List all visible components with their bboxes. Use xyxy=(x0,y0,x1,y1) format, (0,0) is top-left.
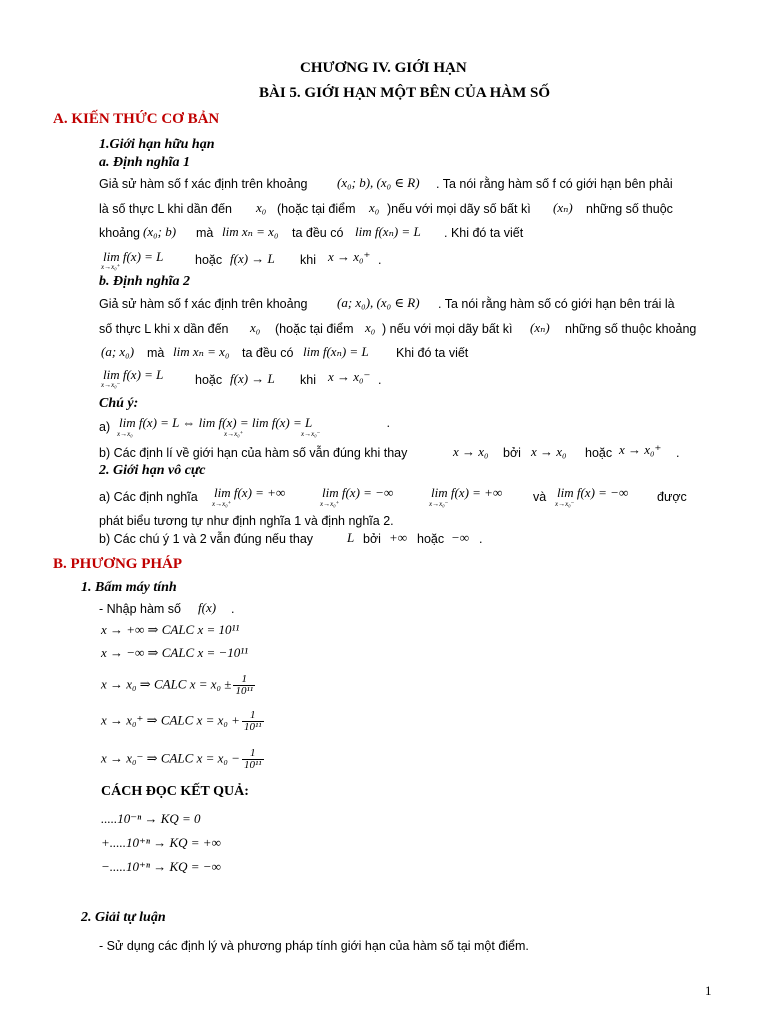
read-result-minus-inf: −.....10⁺ⁿ → KQ = −∞ xyxy=(101,859,221,874)
def1-math: f(x) → L xyxy=(230,251,275,266)
def1-math: (xₙ) xyxy=(553,200,573,215)
note-a-label: a) xyxy=(99,420,111,434)
inf-b-math: L xyxy=(347,530,355,545)
def2-math: x → x₀⁻ xyxy=(328,369,371,384)
inf-a-sub: x→x₀⁻ xyxy=(555,500,575,508)
def2-text: . xyxy=(378,373,382,387)
read-result-zero: .....10⁻ⁿ → KQ = 0 xyxy=(101,811,201,826)
calc-x0-minus: x → x₀⁻ ⇒ CALC x = x₀ − xyxy=(101,750,240,766)
def2-text: hoặc xyxy=(195,373,223,387)
fraction-denominator: 10¹¹ xyxy=(243,759,262,771)
inf-b-math: +∞ xyxy=(389,530,408,545)
def1-math: x₀ xyxy=(369,200,380,215)
chapter-title: CHƯƠNG IV. GIỚI HẠN xyxy=(300,60,467,76)
note-b-math: x → x₀⁺ xyxy=(619,442,662,457)
method-2-text: - Sử dụng các định lý và phương pháp tính giới hạn của hàm số tại một điểm. xyxy=(99,939,529,953)
fraction-numerator: 1 xyxy=(242,710,264,722)
note-a-sub: x→x₀ xyxy=(117,430,133,438)
section-b-heading: B. PHƯƠNG PHÁP xyxy=(53,556,183,572)
inf-a-math: lim f(x) = +∞ xyxy=(214,485,286,500)
def1-math: lim xₙ = x₀ xyxy=(222,224,279,239)
def1-text: hoặc xyxy=(195,253,223,267)
m1-input-text: - Nhập hàm số xyxy=(99,602,181,616)
def2-math: x₀ xyxy=(365,320,376,335)
inf-b-math: −∞ xyxy=(451,530,470,545)
inf-a-math: lim f(x) = +∞ xyxy=(431,485,503,500)
def1-text: (hoặc tại điểm xyxy=(277,202,356,216)
inf-a-text: và xyxy=(533,490,547,504)
calc-x0-minus-row xyxy=(101,748,266,771)
def1-math: x → x₀⁺ xyxy=(328,249,371,264)
def1-text: Giả sử hàm số f xác định trên khoảng xyxy=(99,177,308,191)
calc-x0: x → x₀ ⇒ CALC x = x₀ ± xyxy=(101,676,232,692)
def1-text: . Khi đó ta viết xyxy=(444,226,524,240)
def1-math: lim f(xₙ) = L xyxy=(355,224,421,239)
def2-math: x→x₀⁻ xyxy=(101,381,121,389)
fraction-denominator: 10¹¹ xyxy=(235,685,254,697)
def1-text: . xyxy=(378,253,382,267)
note-b-text: bởi xyxy=(503,446,521,460)
lesson-title: BÀI 5. GIỚI HẠN MỘT BÊN CỦA HÀM SỐ xyxy=(259,85,551,101)
calc-minus-inf: x → −∞ ⇒ CALC x = −10¹¹ xyxy=(101,645,249,660)
fraction-numerator: 1 xyxy=(242,748,264,760)
def1-text: . Ta nói rằng hàm số f có giới hạn bên phải xyxy=(436,177,673,191)
definition-1-title: a. Định nghĩa 1 xyxy=(99,155,191,170)
inf-a-sub: x→x₀⁻ xyxy=(429,500,449,508)
note-a-math: lim f(x) = L ⇔ lim f(x) = lim f(x) = L xyxy=(119,415,313,430)
def1-math: x₀ xyxy=(256,200,267,215)
note-b-text: b) Các định lí về giới hạn của hàm số vẫn đúng khi thay xyxy=(99,446,408,460)
def2-math: (xₙ) xyxy=(530,320,550,335)
inf-a-math: lim f(x) = −∞ xyxy=(557,485,629,500)
calc-plus-inf: x → +∞ ⇒ CALC x = 10¹¹ xyxy=(101,622,240,637)
note-b-math: x → x₀ xyxy=(453,444,489,459)
fraction xyxy=(233,674,255,697)
def2-math: x₀ xyxy=(250,320,261,335)
def1-text: những số thuộc xyxy=(586,202,673,216)
def2-text: số thực L khi x dần đến xyxy=(99,322,229,336)
inf-b-text: . xyxy=(479,532,483,546)
def1-text: là số thực L khi dần đến xyxy=(99,202,232,216)
inf-b-text: hoặc xyxy=(417,532,445,546)
section-a-heading: A. KIẾN THỨC CƠ BẢN xyxy=(53,111,220,127)
def2-text: . Ta nói rằng hàm số có giới hạn bên trái là xyxy=(438,297,675,311)
def1-text: khoảng xyxy=(99,226,141,240)
method-2-title: 2. Giải tự luận xyxy=(81,910,166,925)
def2-text: (hoặc tại điểm xyxy=(275,322,354,336)
def1-math: lim f(x) = L xyxy=(103,249,164,264)
note-b-math: x → x₀ xyxy=(531,444,567,459)
fraction xyxy=(242,748,264,771)
fraction xyxy=(242,710,264,733)
subsection-infinite-limit: 2. Giới hạn vô cực xyxy=(99,463,206,478)
inf-b-text: bởi xyxy=(363,532,381,546)
def2-math: f(x) → L xyxy=(230,371,275,386)
note-a-end: . xyxy=(387,415,391,430)
def2-math: lim xₙ = x₀ xyxy=(173,344,230,359)
def2-text: ta đều có xyxy=(242,346,294,360)
note-title: Chú ý: xyxy=(99,396,139,411)
definition-2-title: b. Định nghĩa 2 xyxy=(99,274,191,289)
inf-b-text: b) Các chú ý 1 và 2 vẫn đúng nếu thay xyxy=(99,532,314,546)
note-b-text: . xyxy=(676,446,680,460)
def2-math: lim f(x) = L xyxy=(103,367,164,382)
fraction-numerator: 1 xyxy=(233,674,255,686)
page-number: 1 xyxy=(705,983,712,998)
method-1-title: 1. Bấm máy tính xyxy=(81,580,177,595)
note-b-text: hoặc xyxy=(585,446,613,460)
read-result-plus-inf: +.....10⁺ⁿ → KQ = +∞ xyxy=(101,835,221,850)
def2-text: Khi đó ta viết xyxy=(396,346,469,360)
note-a-sub: x→x₀⁺ xyxy=(224,430,244,438)
inf-a-text: được xyxy=(657,490,687,504)
def2-text: khi xyxy=(300,373,316,387)
note-a-sub: x→x₀⁻ xyxy=(301,430,321,438)
def2-text: Giả sử hàm số f xác định trên khoảng xyxy=(99,297,308,311)
fraction-denominator: 10¹¹ xyxy=(243,721,262,733)
def1-text: mà xyxy=(196,226,214,240)
calc-x0-plus-row xyxy=(101,710,266,733)
def1-math: x→x₀⁺ xyxy=(101,263,121,271)
calc-x0-row xyxy=(101,674,257,697)
inf-a-math: lim f(x) = −∞ xyxy=(322,485,394,500)
inf-a-sub: x→x₀⁺ xyxy=(320,500,340,508)
def1-math: (x₀; b) xyxy=(143,224,177,239)
def2-text: ) nếu với mọi dãy bất kì xyxy=(382,322,513,336)
def1-interval: (x₀; b), (x₀ ∈ R) xyxy=(337,175,420,190)
inf-a-text: a) Các định nghĩa xyxy=(99,490,198,504)
subsection-finite-limit: 1.Giới hạn hữu hạn xyxy=(99,137,215,152)
def1-text: ta đều có xyxy=(292,226,344,240)
m1-dot: . xyxy=(231,602,235,616)
inf-a-sub: x→x₀⁺ xyxy=(212,500,232,508)
def2-interval: (a; x₀), (x₀ ∈ R) xyxy=(337,295,420,310)
read-result-title: CÁCH ĐỌC KẾT QUẢ: xyxy=(101,784,249,799)
m1-fx: f(x) xyxy=(198,600,217,615)
def2-math: (a; x₀) xyxy=(101,344,135,359)
def2-text: những số thuộc khoảng xyxy=(565,322,697,336)
inf-a-cont: phát biểu tương tự như định nghĩa 1 và định nghĩa 2. xyxy=(99,514,394,528)
def1-text: )nếu với mọi dãy số bất kì xyxy=(387,202,531,216)
def2-math: lim f(xₙ) = L xyxy=(303,344,369,359)
def2-text: mà xyxy=(147,346,165,360)
calc-x0-plus: x → x₀⁺ ⇒ CALC x = x₀ + xyxy=(101,712,240,728)
def1-text: khi xyxy=(300,253,316,267)
